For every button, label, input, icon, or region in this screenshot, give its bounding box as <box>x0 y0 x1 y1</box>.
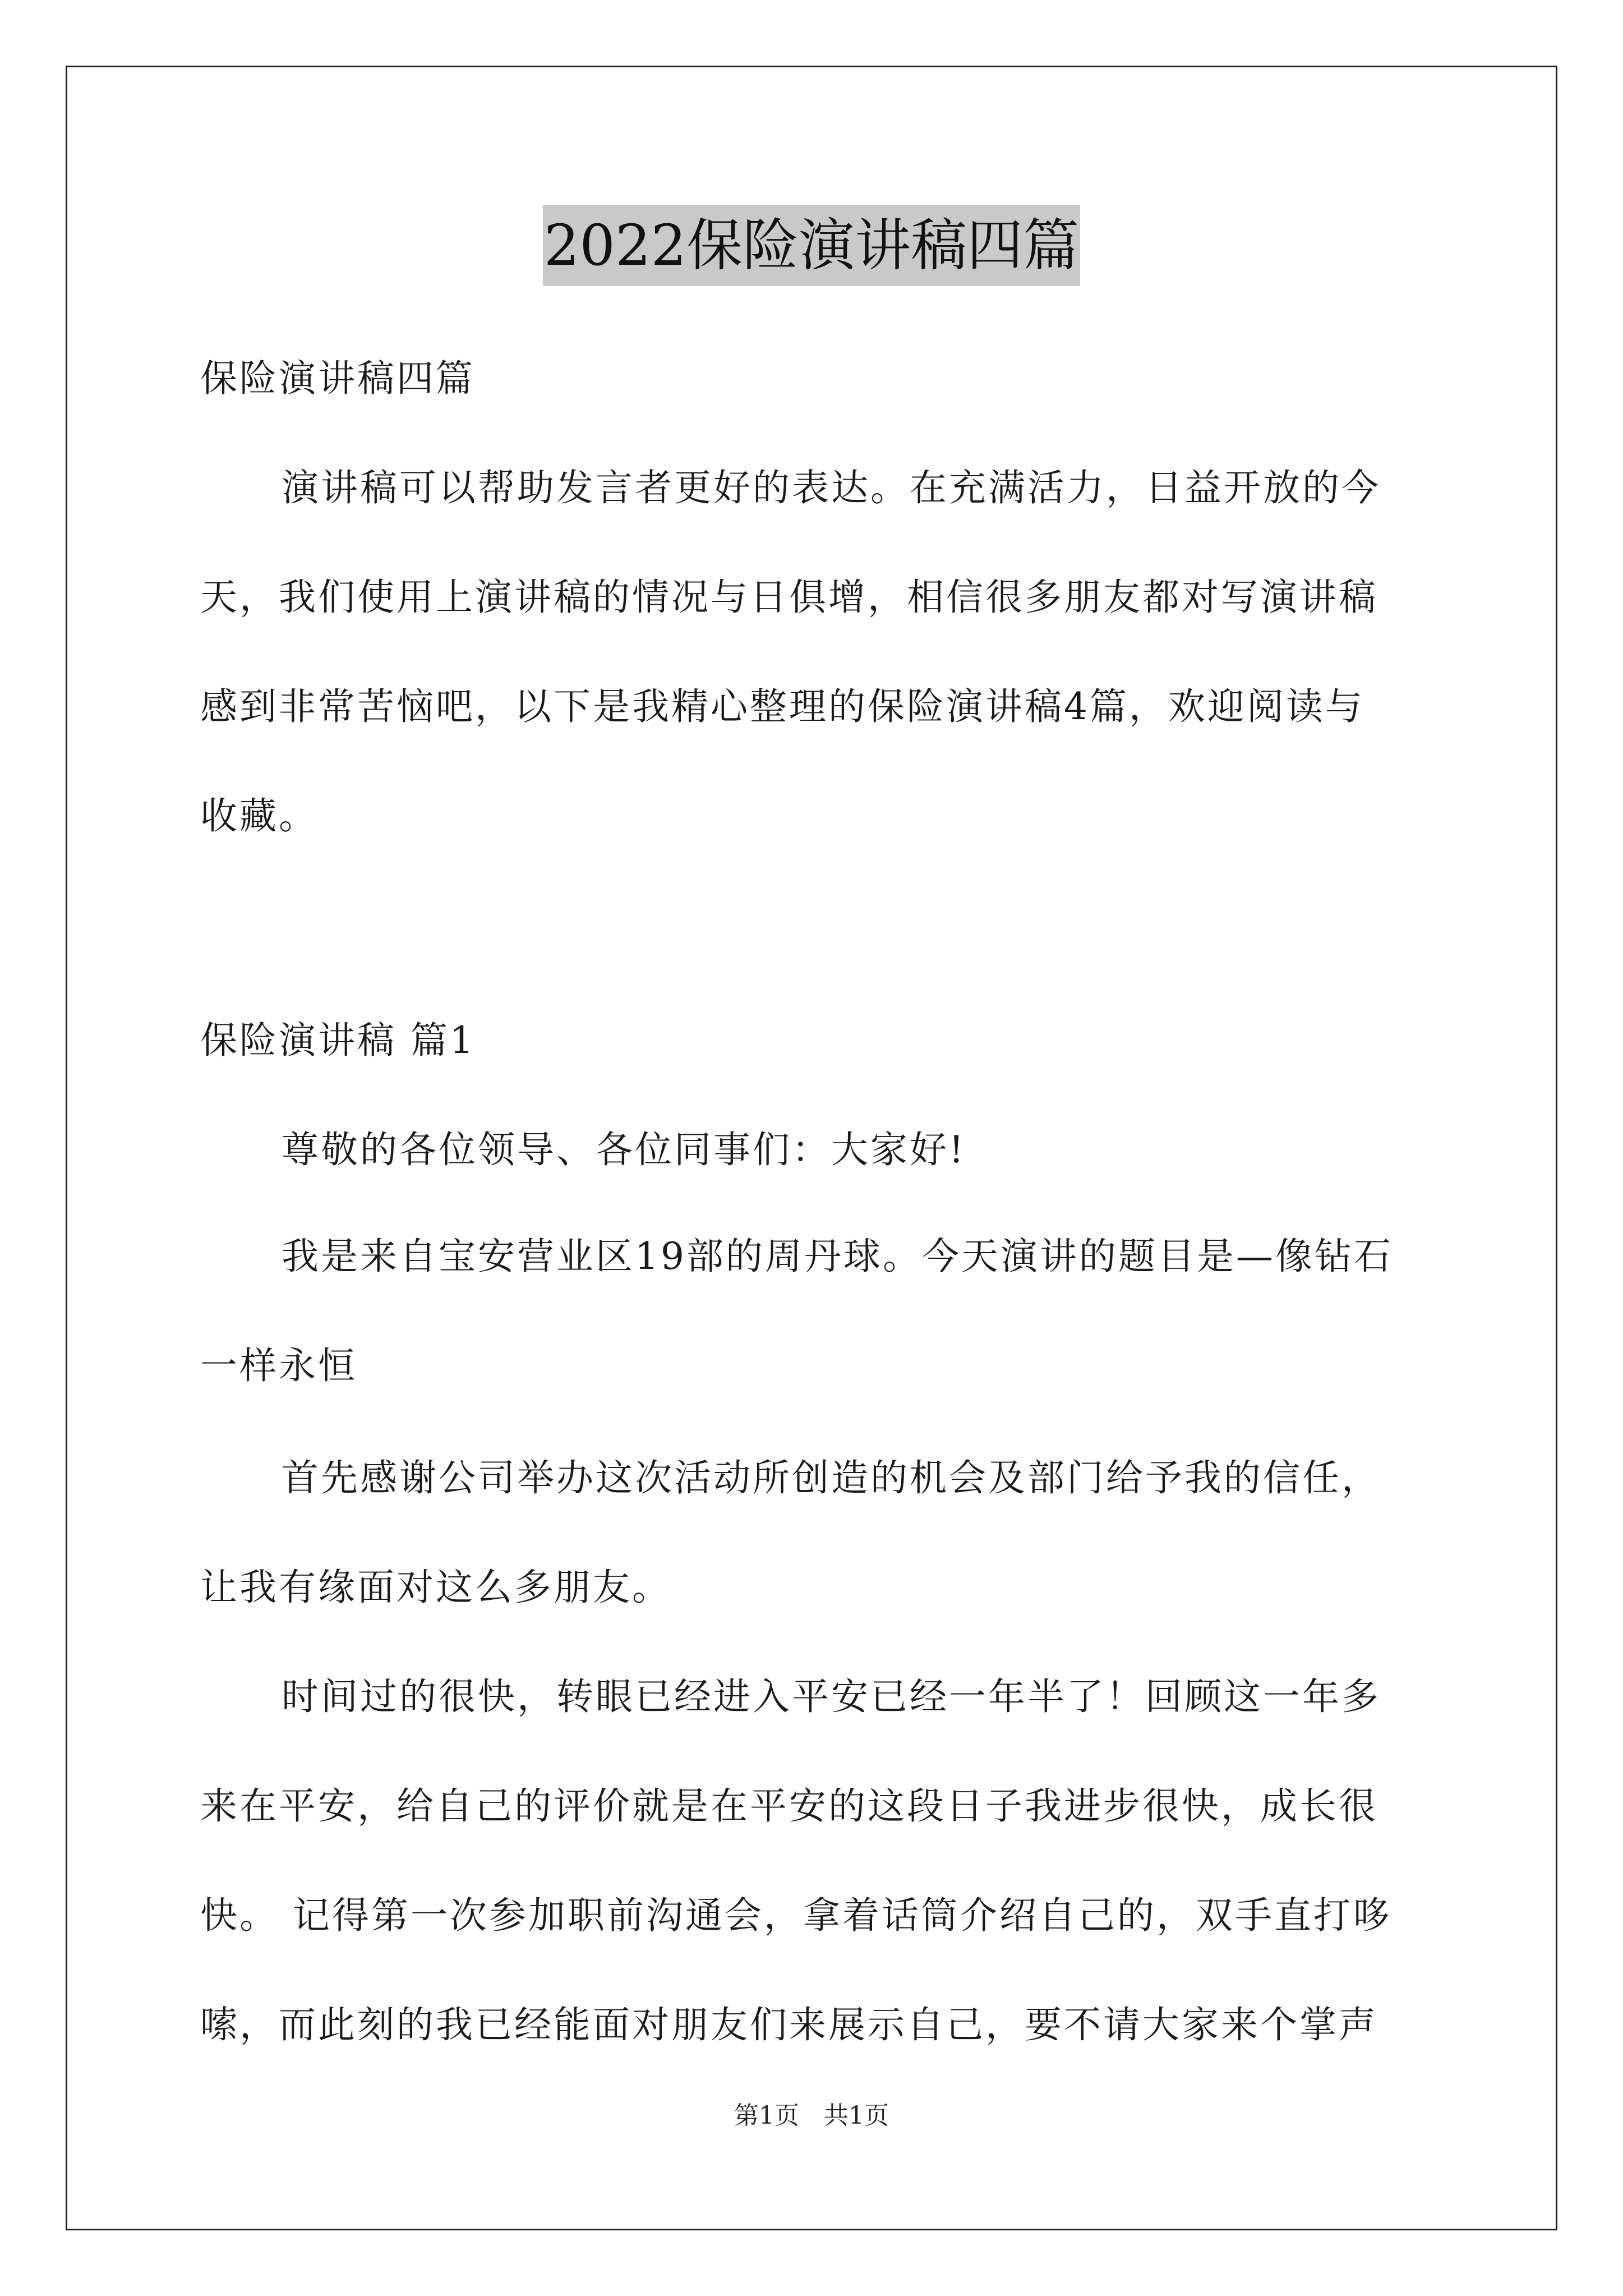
intro-line-3: 感到非常苦恼吧，以下是我精心整理的保险演讲稿4篇，欢迎阅读与 <box>200 685 1364 728</box>
page-footer: 第1页 共1页 <box>734 2101 889 2130</box>
para2-line-2: 让我有缘面对这么多朋友。 <box>200 1566 671 1609</box>
para3-line-4: 嗦，而此刻的我已经能面对朋友们来展示自己，要不请大家来个掌声 <box>200 2003 1378 2046</box>
para3-line-2: 来在平安，给自己的评价就是在平安的这段日子我进步很快，成长很 <box>200 1784 1378 1828</box>
document-title: 2022保险演讲稿四篇 <box>543 205 1081 286</box>
para1-line-1: 我是来自宝安营业区19部的周丹球。今天演讲的题目是—像钻石 <box>282 1235 1393 1278</box>
section-heading: 保险演讲稿 篇1 <box>200 1019 476 1062</box>
para3-line-1: 时间过的很快，转眼已经进入平安已经一年半了！回顾这一年多 <box>282 1675 1381 1718</box>
intro-line-1: 演讲稿可以帮助发言者更好的表达。在充满活力，日益开放的今 <box>282 466 1381 509</box>
para1-line-2: 一样永恒 <box>200 1344 357 1387</box>
intro-line-4: 收藏。 <box>200 794 318 838</box>
intro-line-2: 天，我们使用上演讲稿的情况与日俱增，相信很多朋友都对写演讲稿 <box>200 576 1378 619</box>
para3-line-3: 快。 记得第一次参加职前沟通会，拿着话筒介绍自己的，双手直打哆 <box>200 1894 1392 1937</box>
subtitle: 保险演讲稿四篇 <box>200 357 475 400</box>
para2-line-1: 首先感谢公司举办这次活动所创造的机会及部门给予我的信任， <box>282 1456 1381 1499</box>
title-container <box>0 205 1623 286</box>
greeting: 尊敬的各位领导、各位同事们：大家好! <box>282 1128 966 1171</box>
